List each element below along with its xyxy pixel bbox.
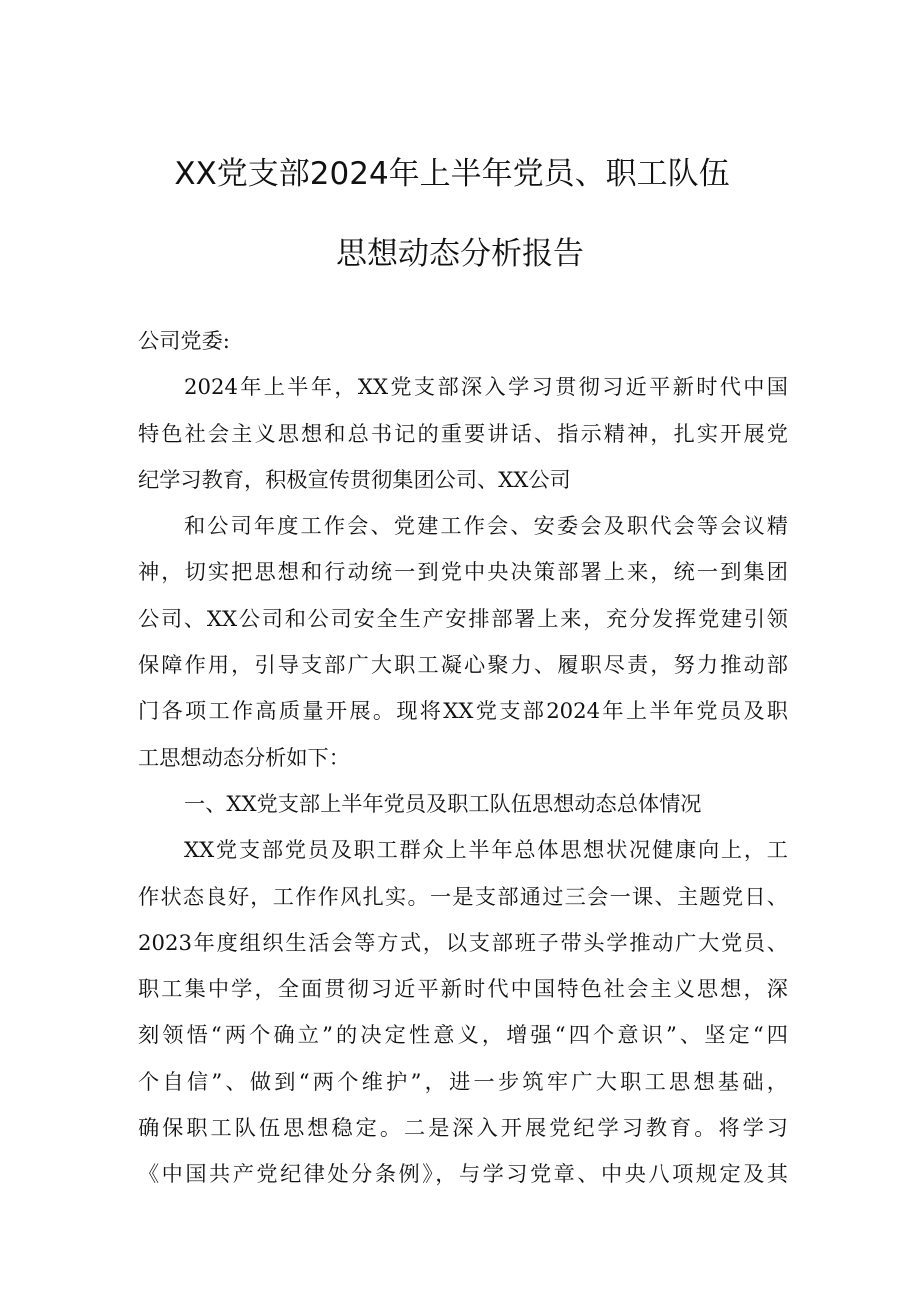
- paragraph-line: 特色社会主义思想和总书记的重要讲话、指示精神，扎实开展党: [138, 420, 788, 446]
- paragraph-line: 职工集中学，全面贯彻习近平新时代中国特色社会主义思想，深: [138, 976, 788, 1002]
- paragraph-line: 门各项工作高质量开展。现将XX党支部2024年上半年党员及职: [138, 698, 788, 724]
- paragraph-line: 工思想动态分析如下：: [138, 744, 350, 770]
- paragraph-line: 2024年上半年，XX党支部深入学习贯彻习近平新时代中国: [184, 374, 788, 400]
- document-title-line1: XX党支部2024年上半年党员、职工队伍: [174, 156, 730, 192]
- salutation: 公司党委:: [138, 328, 230, 353]
- paragraph-line: 《中国共产党纪律处分条例》，与学习党章、中央八项规定及其: [138, 1161, 788, 1187]
- paragraph-line: 确保职工队伍思想稳定。二是深入开展党纪学习教育。将学习: [138, 1115, 788, 1141]
- paragraph-line: 纪学习教育，积极宣传贯彻集团公司、XX公司: [138, 466, 571, 492]
- paragraph-line: XX党支部党员及职工群众上半年总体思想状况健康向上，工: [184, 837, 788, 863]
- paragraph-line: 神，切实把思想和行动统一到党中央决策部署上来，统一到集团: [138, 559, 788, 585]
- paragraph-line: 刻领悟“两个确立”的决定性意义，增强“四个意识”、坚定“四: [138, 1022, 788, 1048]
- paragraph-line: 公司、XX公司和公司安全生产安排部署上来，充分发挥党建引领: [138, 605, 788, 631]
- paragraph-line: 和公司年度工作会、党建工作会、安委会及职代会等会议精: [184, 513, 788, 539]
- document-body: [138, 318, 788, 1198]
- document-title-line2: 思想动态分析报告: [336, 236, 584, 272]
- paragraph-line: 2023年度组织生活会等方式，以支部班子带头学推动广大党员、: [138, 929, 788, 955]
- paragraph-line: 保障作用，引导支部广大职工凝心聚力、履职尽责，努力推动部: [138, 652, 788, 678]
- paragraph-line: 个自信”、做到“两个维护”，进一步筑牢广大职工思想基础，: [138, 1068, 788, 1094]
- paragraph-line: 作状态良好，工作作风扎实。一是支部通过三会一课、主题党日、: [138, 883, 788, 909]
- section-heading: 一、XX党支部上半年党员及职工队伍思想动态总体情况: [184, 790, 702, 816]
